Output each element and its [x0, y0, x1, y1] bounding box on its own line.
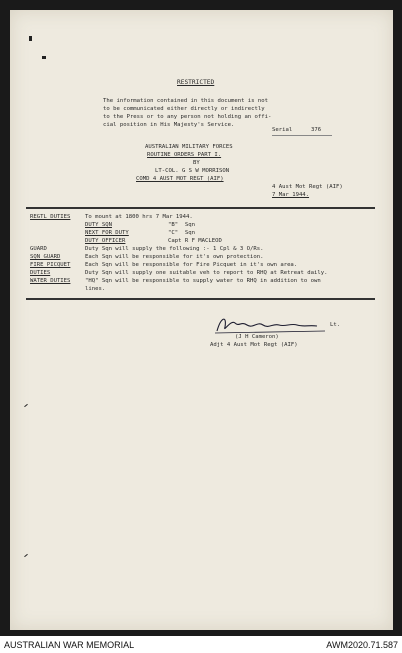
serial-number: 376 [311, 127, 322, 133]
signatory-name: (J H Cameron) [235, 334, 279, 340]
unit-name: 4 Aust Mot Regt (AIF) [272, 184, 343, 190]
water-duties-text: "HQ" Sqn will be responsible to supply water to RHQ in addition to own [85, 278, 321, 284]
signatory-title: Adjt 4 Aust Mot Regt (AIF) [210, 342, 298, 348]
sqn-guard-label: SQN GUARD [30, 254, 61, 260]
duty-officer-value: Capt R F MACLEOD [168, 238, 222, 244]
punch-mark [29, 36, 32, 41]
duties-label: DUTIES [30, 270, 51, 276]
title-line-5: COMD 4 AUST MOT REGT (AIF) [136, 176, 224, 182]
regtl-duties-label: REGTL DUTIES [30, 214, 71, 220]
duties-text: Duty Sqn will supply one suitable veh to report to RHQ at Retreat daily. [85, 270, 328, 276]
duty-sqn-value: "B" Sqn [168, 222, 195, 228]
title-line-4: LT-COL. G S W MORRISON [155, 168, 230, 174]
title-line-1: AUSTRALIAN MILITARY FORCES [145, 144, 233, 150]
margin-tick [24, 404, 28, 407]
water-duties-continuation: lines. [85, 286, 106, 292]
margin-tick [24, 554, 28, 557]
notice-line-1: The information contained in this document is not [103, 98, 269, 104]
duty-sqn-label: DUTY SQN [85, 222, 112, 228]
signature-scrawl [213, 313, 343, 335]
order-date: 7 Mar 1944. [272, 192, 310, 198]
notice-line-2: to be communicated either directly or indirectly [103, 106, 265, 112]
section-divider-top [26, 207, 375, 209]
mount-text: To mount at 1800 hrs 7 Mar 1944. [85, 214, 193, 220]
fire-picquet-text: Each Sqn will be responsible for Fire Picquet in it's own area. [85, 262, 298, 268]
archive-footer [0, 636, 402, 653]
serial-label: Serial [272, 127, 293, 133]
document-page [10, 10, 393, 630]
title-line-3: BY [193, 160, 200, 166]
fire-picquet-label: FIRE PICQUET [30, 262, 71, 268]
guard-text: Duty Sqn will supply the following :- 1 Cpl & 3 O/Rs. [85, 246, 264, 252]
restricted-heading: RESTRICTED [177, 79, 215, 86]
water-duties-label: WATER DUTIES [30, 278, 71, 284]
notice-line-4: cial position in His Majesty's Service. [103, 122, 235, 128]
accession-number: AWM2020.71.587 [326, 640, 398, 650]
punch-mark [42, 56, 46, 59]
title-line-2: ROUTINE ORDERS PART I. [147, 152, 222, 158]
duty-officer-label: DUTY OFFICER [85, 238, 126, 244]
guard-label: GUARD [30, 246, 47, 252]
next-for-duty-label: NEXT FOR DUTY [85, 230, 129, 236]
section-divider-bottom [26, 298, 375, 300]
institution-label: AUSTRALIAN WAR MEMORIAL [4, 640, 135, 650]
next-for-duty-value: "C" Sqn [168, 230, 195, 236]
serial-underline [272, 135, 332, 136]
notice-line-3: to the Press or to any person not holding an offi- [103, 114, 272, 120]
signature-suffix: Lt. [330, 322, 341, 328]
sqn-guard-text: Each Sqn will be responsible for it's own protection. [85, 254, 264, 260]
